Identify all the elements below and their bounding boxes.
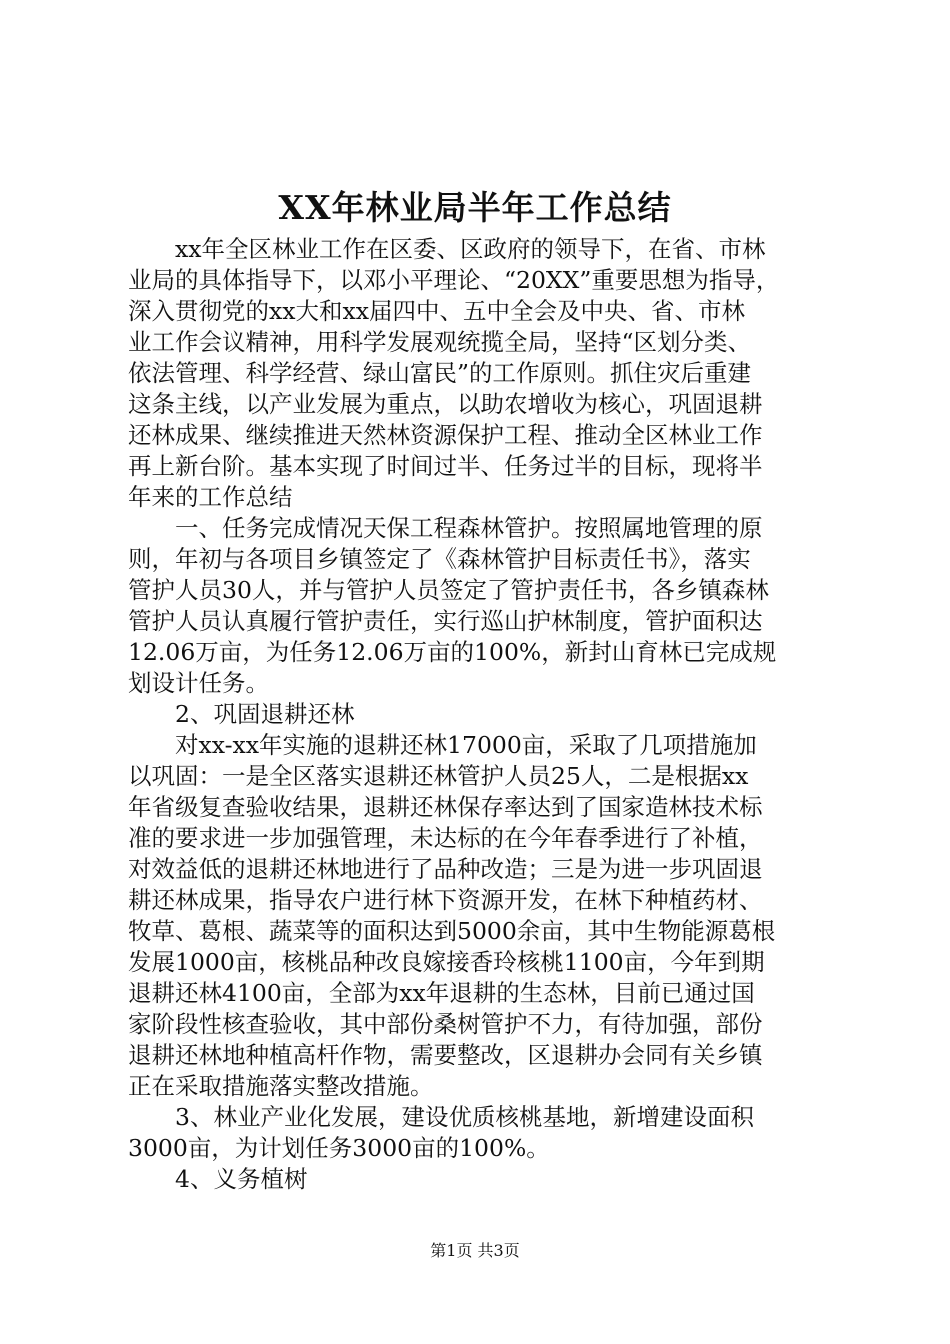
text-line: 管护人员30人，并与管护人员签定了管护责任书，各乡镇森林	[128, 576, 769, 604]
text-line: 4、义务植树	[128, 1165, 308, 1193]
text-line: 还林成果、继续推进天然林资源保护工程、推动全区林业工作	[128, 421, 763, 449]
text-line: 牧草、葛根、蔬菜等的面积达到5000余亩，其中生物能源葛根	[128, 917, 776, 945]
document-title: XX年林业局半年工作总结	[278, 188, 672, 227]
text-line: 3、林业产业化发展，建设优质核桃基地，新增建设面积	[128, 1103, 754, 1131]
text-line: 依法管理、科学经营、绿山富民”的工作原则。抓住灾后重建	[128, 359, 752, 387]
text-line: 业局的具体指导下，以邓小平理论、“20XX”重要思想为指导，	[128, 266, 780, 294]
text-line: 对效益低的退耕还林地进行了品种改造；三是为进一步巩固退	[128, 855, 763, 883]
text-line: 则，年初与各项目乡镇签定了《森林管护目标责任书》，落实	[128, 545, 751, 573]
text-line: 管护人员认真履行管护责任，实行巡山护林制度，管护面积达	[128, 607, 763, 635]
text-line: 正在采取措施落实整改措施。	[128, 1072, 434, 1100]
text-line: 年省级复查验收结果，退耕还林保存率达到了国家造林技术标	[128, 793, 763, 821]
text-line: 12.06万亩，为任务12.06万亩的100%，新封山育林已完成规	[128, 638, 777, 666]
document-body	[128, 234, 828, 1195]
text-line: 对xx-xx年实施的退耕还林17000亩，采取了几项措施加	[128, 731, 757, 759]
text-line: 发展1000亩，核桃品种改良嫁接香玲核桃1100亩，今年到期	[128, 948, 765, 976]
page-footer: 第1页 共3页	[430, 1241, 520, 1260]
text-line: xx年全区林业工作在区委、区政府的领导下，在省、市林	[128, 235, 766, 263]
text-line: 一、任务完成情况天保工程森林管护。按照属地管理的原	[128, 514, 763, 542]
text-line: 退耕还林4100亩，全部为xx年退耕的生态林，目前已通过国	[128, 979, 755, 1007]
text-line: 以巩固：一是全区落实退耕还林管护人员25人，二是根据xx	[128, 762, 749, 790]
text-line: 划设计任务。	[128, 669, 269, 697]
text-line: 这条主线，以产业发展为重点，以助农增收为核心，巩固退耕	[128, 390, 763, 418]
text-line: 家阶段性核查验收，其中部份桑树管护不力，有待加强，部份	[128, 1010, 763, 1038]
text-line: 深入贯彻党的xx大和xx届四中、五中全会及中央、省、市林	[128, 297, 746, 325]
text-line: 准的要求进一步加强管理，未达标的在今年春季进行了补植，	[128, 824, 763, 852]
text-line: 2、巩固退耕还林	[128, 700, 355, 728]
text-line: 年来的工作总结	[128, 483, 293, 511]
text-line: 业工作会议精神，用科学发展观统揽全局，坚持“区划分类、	[128, 328, 752, 356]
text-line: 退耕还林地种植高杆作物，需要整改，区退耕办会同有关乡镇	[128, 1041, 763, 1069]
text-line: 3000亩，为计划任务3000亩的100%。	[128, 1134, 550, 1162]
text-line: 耕还林成果，指导农户进行林下资源开发，在林下种植药材、	[128, 886, 763, 914]
text-line: 再上新台阶。基本实现了时间过半、任务过半的目标，现将半	[128, 452, 763, 480]
